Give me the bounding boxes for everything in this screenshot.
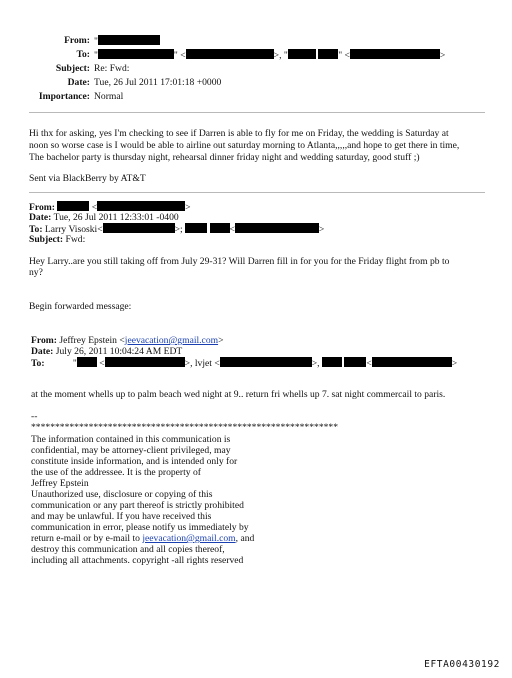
subject-value: Fwd: [65,234,86,245]
to-label: To: [29,224,43,235]
to-label: To: [76,49,90,60]
from-value: " [94,35,160,47]
from-row: From: Jeffrey Epstein <jeevacation@gmail.com> [31,335,224,346]
redaction-block [235,223,319,233]
redaction-block [98,35,160,45]
disclaimer-line: communication in error, please notify us immediately by [31,522,249,533]
redaction-block [322,357,342,367]
disclaimer-line: The information contained in this communication is [31,434,231,445]
redaction-block [105,357,185,367]
disclaimer-line: communication or any part thereof is strictly prohibited [31,500,244,511]
redaction-block [186,49,274,59]
to-label: To: [31,358,45,369]
forwarded-label: Begin forwarded message: [29,301,132,312]
date-value: Tue, 26 Jul 2011 12:33:01 -0400 [53,212,179,223]
date-row [31,346,182,357]
body-line: The bachelor party is thursday night, rehearsal dinner friday night and wedding saturday, good stuff ;) [29,152,420,163]
subject-label: Subject: [55,63,90,74]
date-row [29,212,179,223]
disclaimer-line: the use of the addressee. It is the property of [31,467,201,478]
disclaimer-line: destroy this communication and all copies thereof, [31,544,225,555]
redaction-block [77,357,97,367]
redaction-block [220,357,312,367]
redaction-block [57,201,89,211]
redaction-block [185,223,207,233]
body-line: Hi thx for asking, yes I'm checking to see if Darren is able to fly for me on Friday, the wedding is Saturday at [29,128,449,139]
date-label: Date: [29,212,52,223]
disclaimer-line: confidential, may be attorney-client privileged, may [31,445,231,456]
date-label: Date: [67,77,90,88]
divider [29,192,485,193]
importance-value: Normal [94,91,124,102]
disclaimer-line: including all attachments. copyright -all rights reserved [31,555,244,566]
disclaimer-email-link[interactable]: jeevacation@gmail.com [142,533,236,544]
redaction-block [318,49,338,59]
body-line: at the moment whells up to palm beach wed night at 9.. return fri whells up 7. sat night commercail to paris. [31,389,446,400]
redaction-block [98,49,174,59]
redaction-block [350,49,440,59]
from-row: From: < > [29,202,191,213]
disclaimer-line: Jeffrey Epstein [31,478,89,489]
dash-separator: -- [31,411,38,422]
divider [29,112,485,113]
to-row: To: Larry Visoski< >; < > [29,224,325,235]
to-value: " " < >, " " < > [94,50,446,61]
redaction-block [97,201,185,211]
from-label: From: [31,335,57,346]
subject-value: Re: Fwd: [94,63,130,74]
from-email-link[interactable]: jeevacation@gmail.com [124,335,219,346]
from-label: From: [64,35,90,46]
date-label: Date: [31,346,54,357]
disclaimer-line: and may be unlawful. If you have received this [31,511,212,522]
date-value: July 26, 2011 10:04:24 AM EDT [55,346,183,357]
disclaimer-line: Unauthorized use, disclosure or copying of this [31,489,213,500]
date-value: Tue, 26 Jul 2011 17:01:18 +0000 [94,77,222,88]
to-row: To: " < >, lvjet < >, < > [31,358,458,369]
importance-label: Importance: [38,91,90,102]
disclaimer-line: constitute inside information, and is intended only for [31,456,238,467]
redaction-block [210,223,230,233]
disclaimer-line: return e-mail or by e-mail to jeevacation@gmail.com, and [31,533,255,544]
redaction-block [344,357,366,367]
signature: Sent via BlackBerry by AT&T [29,173,146,184]
redaction-block [103,223,175,233]
redaction-block [372,357,452,367]
from-label: From: [29,202,55,213]
redaction-block [288,49,316,59]
star-separator: **************************************************************** [31,422,338,433]
document-id: EFTA00430192 [424,659,500,671]
subject-row [29,234,85,245]
body-line: Hey Larry..are you still taking off from July 29-31? Will Darren fill in for you for the Friday flight from pb to [29,256,450,267]
body-line: noon so worse case is I would be able to airline out saturday morning to Atlanta,,,,,and hope to get there in time, [29,140,460,151]
subject-label: Subject: [29,234,64,245]
body-line: ny? [29,267,43,278]
